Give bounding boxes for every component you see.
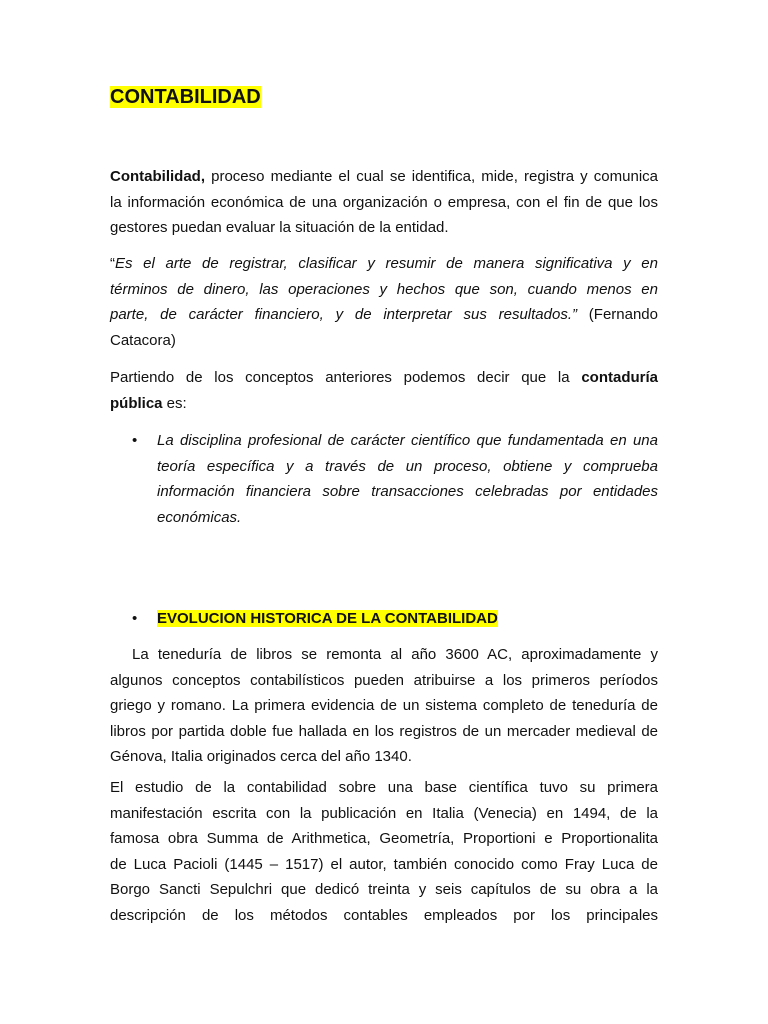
- paragraph-line: [110, 391, 658, 417]
- paragraph-line: [110, 164, 658, 190]
- paragraph-line: griego y romano. La primera evidencia de un sistema completo de teneduría de: [110, 697, 658, 714]
- quote-line: términos de dinero, las operaciones y hechos que son, cuando menos en: [110, 280, 658, 298]
- term-publica: pública: [110, 394, 163, 412]
- bullet-line: La disciplina profesional de carácter científico que fundamentada en una: [157, 432, 658, 449]
- bullet-icon: •: [132, 610, 138, 627]
- pacioli-paragraph: [110, 775, 658, 928]
- intro-paragraph: [110, 365, 658, 416]
- history-paragraph: [110, 642, 658, 770]
- quote-author: (Fernando: [577, 306, 658, 323]
- paragraph-line: descripción de los métodos contables empleados por los principales: [110, 906, 658, 924]
- bullet-icon: •: [132, 432, 138, 449]
- paragraph-line: Borgo Sancti Sepulchri que dedicó treinta y seis capítulos de su obra a la: [110, 881, 658, 898]
- paragraph-line: Génova, Italia originados cerca del año 1340.: [110, 748, 412, 765]
- paragraph-line: El estudio de la contabilidad sobre una base científica tuvo su primera: [110, 779, 658, 796]
- quote-text: Es el arte de registrar, clasificar y resumir de manera significativa y en: [115, 255, 658, 272]
- paragraph-line: algunos conceptos contabilísticos pueden atribuirse a los primeros períodos: [110, 671, 658, 689]
- open-quote-mark: “: [110, 255, 115, 272]
- section-heading-text: EVOLUCION HISTORICA DE LA CONTABILIDAD: [157, 610, 498, 627]
- quote-line: [110, 302, 658, 328]
- paragraph-text: Partiendo de los conceptos anteriores podemos decir que la: [110, 369, 582, 386]
- paragraph-line: famosa obra Summa de Arithmetica, Geometría, Proportioni e Proportionalita: [110, 830, 658, 847]
- term-contabilidad: Contabilidad,: [110, 168, 205, 185]
- section-heading: [157, 606, 658, 632]
- paragraph-line: La teneduría de libros se remonta al año 3600 AC, aproximadamente y: [132, 646, 658, 663]
- quote-line: [110, 251, 658, 277]
- bullet-text: [157, 428, 658, 530]
- paragraph-text: proceso mediante el cual se identifica, mide, registra y comunica: [205, 168, 658, 185]
- definition-paragraph: [110, 164, 658, 241]
- document-title: [110, 84, 261, 110]
- quote-text: parte, de carácter financiero, y de interpretar sus resultados.”: [110, 306, 577, 323]
- paragraph-text: es:: [162, 394, 187, 412]
- paragraph-line: manifestación escrita con la publicación en Italia (Venecia) en 1494, de la: [110, 804, 658, 822]
- paragraph-line: [110, 365, 658, 391]
- bullet-line: teoría específica y a través de un proceso, obtiene y comprueba: [157, 457, 658, 475]
- quote-paragraph: [110, 251, 658, 353]
- definition-bullet: [110, 428, 658, 532]
- section-heading-bullet: [110, 606, 658, 632]
- paragraph-line: la información económica de una organización o empresa, con el fin de que los: [110, 193, 658, 211]
- paragraph-line: libros por partida doble fue hallada en los registros de un mercader medieval de: [110, 722, 658, 740]
- bullet-line: económicas.: [157, 508, 242, 526]
- paragraph-line: de Luca Pacioli (1445 – 1517) el autor, también conocido como Fray Luca de: [110, 855, 658, 873]
- bullet-line: información financiera sobre transacciones celebradas por entidades: [157, 483, 658, 500]
- paragraph-line: gestores puedan evaluar la situación de la entidad.: [110, 219, 449, 236]
- quote-line: Catacora): [110, 331, 176, 349]
- term-contaduria: contaduría: [581, 369, 658, 386]
- title-highlight: CONTABILIDAD: [110, 86, 261, 108]
